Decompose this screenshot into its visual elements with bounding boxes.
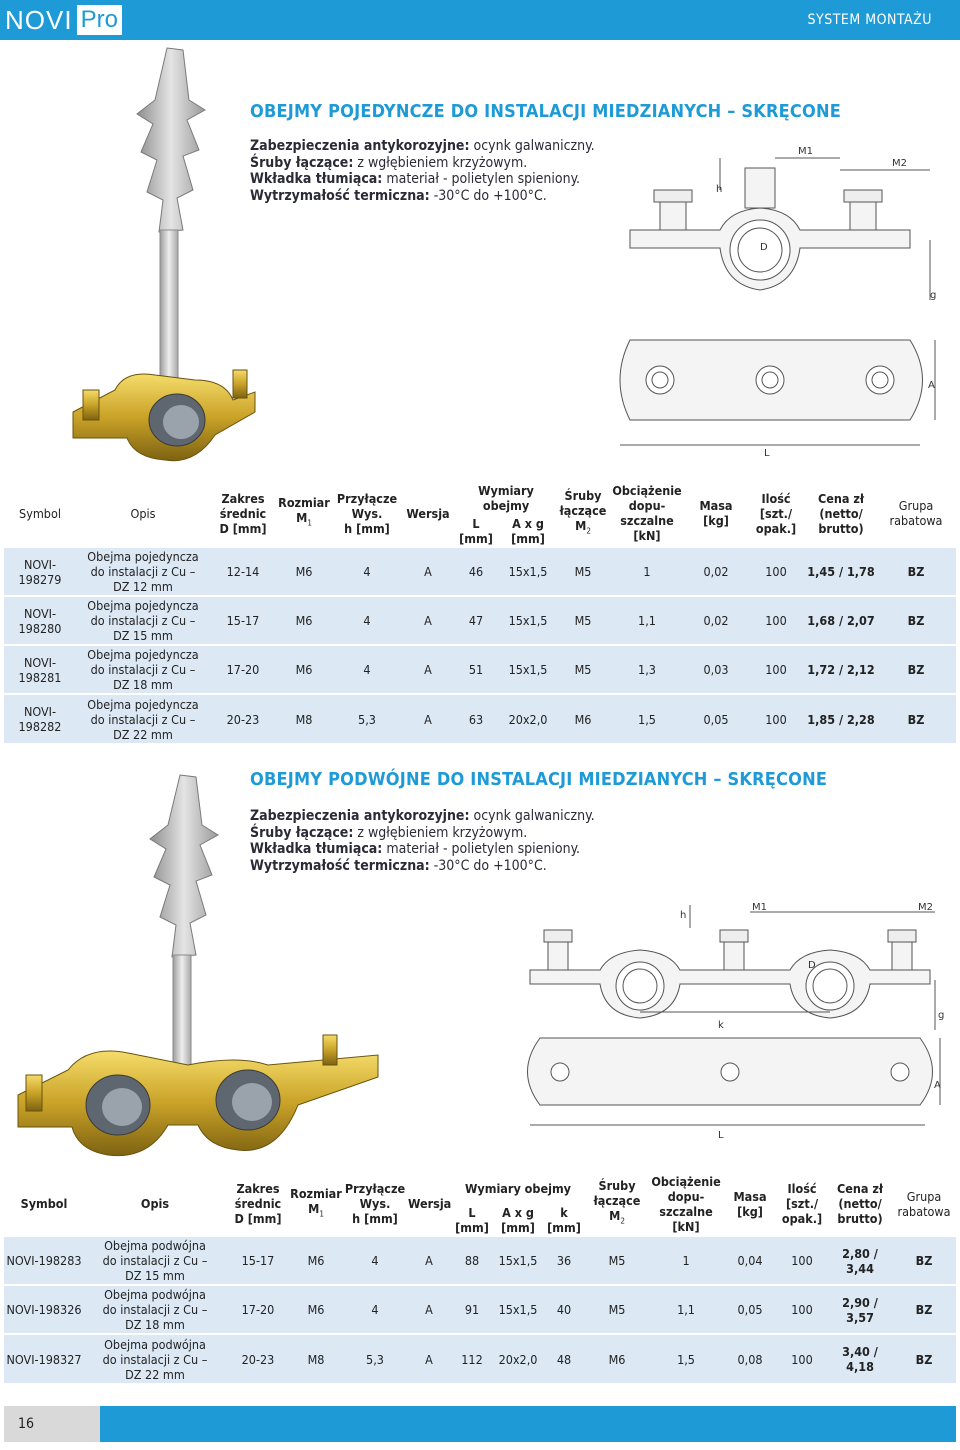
cell-kn: 1 [608,547,686,596]
col-grupa: Grupa rabatowa [892,1172,956,1236]
cell-zakres: 20-23 [210,694,276,743]
cell-grupa: BZ [892,1236,956,1285]
cell-l: 47 [454,596,498,645]
cell-ilosc: 100 [746,547,806,596]
cell-l: 112 [450,1334,494,1383]
spec-line: Wkładka tłumiąca: materiał - polietylen spieniony. [250,171,581,187]
cell-kn: 1,5 [648,1334,724,1383]
dim-m2: M2 [892,158,907,169]
dim-a: A [934,1080,941,1091]
cell-k: 48 [542,1334,586,1383]
cell-symbol: NOVI- 198281 [4,645,76,694]
cell-wersja: A [408,1334,450,1383]
cell-masa: 0,05 [724,1285,776,1334]
cell-axg: 15x1,5 [498,547,558,596]
cell-zakres: 17-20 [226,1285,290,1334]
table-row [4,645,956,694]
col-axg: A x g [mm] [498,516,558,547]
cell-l: 46 [454,547,498,596]
cell-h: 4 [342,1285,408,1334]
cell-l: 91 [450,1285,494,1334]
col-masa: Masa [kg] [686,480,746,547]
col-rozmiar: Rozmiar $M_1$ [276,480,332,547]
cell-m2: M6 [586,1334,648,1383]
cell-cena: 2,90 / 3,57 [828,1285,892,1334]
dim-g: g [930,290,937,301]
dim-l: L [718,1130,724,1141]
cell-axg: 15x1,5 [498,645,558,694]
dim-h: h [716,184,723,195]
cell-m1: M8 [276,694,332,743]
cell-zakres: 17-20 [210,645,276,694]
col-obciazenie: Obciążenie dopu- szczalne [kN] [608,480,686,547]
col-wersja: Wersja [408,1172,450,1236]
table-row [4,547,956,596]
col-cena: Cena zł (netto/ brutto) [828,1172,892,1236]
dim-a: A [928,380,935,391]
cell-symbol: NOVI-198326 [4,1285,84,1334]
cell-m2: M5 [586,1285,648,1334]
section-label: SYSTEM MONTAŻU [807,12,932,28]
cell-h: 4 [332,547,402,596]
col-wymiary: Wymiary obejmy [454,480,558,516]
col-opis: Opis [84,1172,226,1236]
cell-ilosc: 100 [746,645,806,694]
cell-cena: 1,68 / 2,07 [806,596,876,645]
section1-title: OBEJMY POJEDYNCZE DO INSTALACJI MIEDZIANYCH – SKRĘCONE [250,101,841,122]
cell-grupa: BZ [876,645,956,694]
cell-symbol: NOVI- 198280 [4,596,76,645]
cell-kn: 1,5 [608,694,686,743]
col-opis: Opis [76,480,210,547]
cell-ilosc: 100 [776,1236,828,1285]
col-zakres: Zakres średnic D [mm] [210,480,276,547]
single-clamp-drawing [610,140,955,460]
cell-wersja: A [402,645,454,694]
cell-axg: 20x2,0 [498,694,558,743]
col-przylacze: Przyłącze Wys. h [mm] [332,480,402,547]
brand-name: NOVI [5,4,73,35]
cell-cena: 1,45 / 1,78 [806,547,876,596]
cell-m1: M6 [290,1285,342,1334]
spec-line: Zabezpieczenia antykorozyjne: ocynk galwaniczny. [250,138,595,154]
cell-opis: Obejma pojedyncza do instalacji z Cu – DZ 12 mm [76,547,210,596]
spec-line: Wkładka tłumiąca: materiał - polietylen spieniony. [250,841,581,857]
single-clamp-photo [55,40,265,470]
spec-line: Śruby łączące: z wgłębieniem krzyżowym. [250,154,528,171]
col-wymiary: Wymiary obejmy [450,1172,586,1205]
cell-cena: 1,72 / 2,12 [806,645,876,694]
cell-ilosc: 100 [776,1334,828,1383]
spec-line: Śruby łączące: z wgłębieniem krzyżowym. [250,824,528,841]
col-symbol: Symbol [4,1172,84,1236]
cell-masa: 0,04 [724,1236,776,1285]
col-sruby: Śruby łączące $M_2$ [586,1172,648,1236]
col-ilosc: Ilość [szt./ opak.] [776,1172,828,1236]
cell-opis: Obejma podwójna do instalacji z Cu – DZ 22 mm [84,1334,226,1383]
cell-kn: 1,3 [608,645,686,694]
cell-l: 88 [450,1236,494,1285]
cell-m1: M8 [290,1334,342,1383]
spec-line: Wytrzymałość termiczna: -30°C do +100°C. [250,857,547,874]
dim-h: h [680,910,687,921]
cell-masa: 0,02 [686,596,746,645]
brand-logo [5,4,122,36]
cell-axg: 15x1,5 [498,596,558,645]
col-rozmiar: Rozmiar $M_1$ [290,1172,342,1236]
cell-m1: M6 [276,547,332,596]
cell-zakres: 20-23 [226,1334,290,1383]
cell-symbol: NOVI- 198282 [4,694,76,743]
col-masa: Masa [kg] [724,1172,776,1236]
cell-wersja: A [408,1285,450,1334]
col-ilosc: Ilość [szt./ opak.] [746,480,806,547]
cell-h: 4 [332,596,402,645]
cell-axg: 15x1,5 [494,1236,542,1285]
table-row [4,1285,956,1334]
table-header-row [4,480,956,516]
cell-ilosc: 100 [776,1285,828,1334]
spec-line: Zabezpieczenia antykorozyjne: ocynk galwaniczny. [250,808,595,824]
double-clamp-photo [8,765,388,1160]
cell-m1: M6 [276,596,332,645]
cell-grupa: BZ [876,547,956,596]
cell-h: 5,3 [332,694,402,743]
dim-d: D [808,960,816,971]
cell-grupa: BZ [876,596,956,645]
cell-h: 4 [342,1236,408,1285]
dim-g: g [938,1010,945,1021]
cell-l: 63 [454,694,498,743]
cell-m2: M5 [558,596,608,645]
cell-m1: M6 [290,1236,342,1285]
table-row [4,1236,956,1285]
col-cena: Cena zł (netto/ brutto) [806,480,876,547]
dim-m1: M1 [752,902,767,913]
dim-l: L [764,448,770,459]
cell-k: 36 [542,1236,586,1285]
dim-m2: M2 [918,902,933,913]
dim-m1: M1 [798,146,813,157]
cell-symbol: NOVI-198283 [4,1236,84,1285]
cell-opis: Obejma podwójna do instalacji z Cu – DZ 18 mm [84,1285,226,1334]
col-sruby: Śruby łączące $M_2$ [558,480,608,547]
cell-cena: 2,80 / 3,44 [828,1236,892,1285]
cell-zakres: 15-17 [210,596,276,645]
col-wersja: Wersja [402,480,454,547]
dim-k: k [718,1020,724,1031]
cell-ilosc: 100 [746,694,806,743]
cell-symbol: NOVI- 198279 [4,547,76,596]
col-symbol: Symbol [4,480,76,547]
cell-cena: 1,85 / 2,28 [806,694,876,743]
cell-masa: 0,08 [724,1334,776,1383]
page-header [0,0,960,40]
col-k: k [mm] [542,1205,586,1236]
cell-zakres: 15-17 [226,1236,290,1285]
cell-kn: 1,1 [648,1285,724,1334]
cell-masa: 0,05 [686,694,746,743]
cell-wersja: A [402,596,454,645]
cell-masa: 0,03 [686,645,746,694]
cell-zakres: 12-14 [210,547,276,596]
cell-m2: M6 [558,694,608,743]
cell-wersja: A [402,694,454,743]
page-number: 16 [4,1406,100,1442]
cell-grupa: BZ [892,1334,956,1383]
cell-m2: M5 [558,645,608,694]
brand-suffix: Pro [77,5,122,35]
table-row [4,1334,956,1383]
cell-wersja: A [408,1236,450,1285]
col-przylacze: Przyłącze Wys. h [mm] [342,1172,408,1236]
spec-line: Wytrzymałość termiczna: -30°C do +100°C. [250,187,547,204]
cell-l: 51 [454,645,498,694]
cell-symbol: NOVI-198327 [4,1334,84,1383]
cell-ilosc: 100 [746,596,806,645]
table-row [4,596,956,645]
cell-cena: 3,40 / 4,18 [828,1334,892,1383]
cell-wersja: A [402,547,454,596]
cell-m2: M5 [586,1236,648,1285]
cell-m1: M6 [276,645,332,694]
cell-h: 4 [332,645,402,694]
double-clamp-table [4,1172,956,1383]
cell-h: 5,3 [342,1334,408,1383]
cell-grupa: BZ [892,1285,956,1334]
table-header-row [4,1172,956,1205]
cell-opis: Obejma pojedyncza do instalacji z Cu – DZ 18 mm [76,645,210,694]
col-l: L [mm] [454,516,498,547]
col-axg: A x g [mm] [494,1205,542,1236]
col-obciazenie: Obciążenie dopu- szczalne [kN] [648,1172,724,1236]
page-footer [4,1406,956,1442]
cell-kn: 1 [648,1236,724,1285]
dim-d: D [760,242,768,253]
double-clamp-drawing [520,900,950,1145]
cell-opis: Obejma podwójna do instalacji z Cu – DZ 15 mm [84,1236,226,1285]
col-grupa: Grupa rabatowa [876,480,956,547]
single-clamp-table [4,480,956,743]
cell-masa: 0,02 [686,547,746,596]
cell-axg: 20x2,0 [494,1334,542,1383]
col-zakres: Zakres średnic D [mm] [226,1172,290,1236]
cell-opis: Obejma pojedyncza do instalacji z Cu – DZ 15 mm [76,596,210,645]
cell-opis: Obejma pojedyncza do instalacji z Cu – DZ 22 mm [76,694,210,743]
section1-specs [250,138,595,204]
cell-k: 40 [542,1285,586,1334]
section2-title: OBEJMY PODWÓJNE DO INSTALACJI MIEDZIANYCH – SKRĘCONE [250,769,828,790]
cell-kn: 1,1 [608,596,686,645]
table-row [4,694,956,743]
cell-axg: 15x1,5 [494,1285,542,1334]
cell-grupa: BZ [876,694,956,743]
cell-m2: M5 [558,547,608,596]
col-l: L [mm] [450,1205,494,1236]
